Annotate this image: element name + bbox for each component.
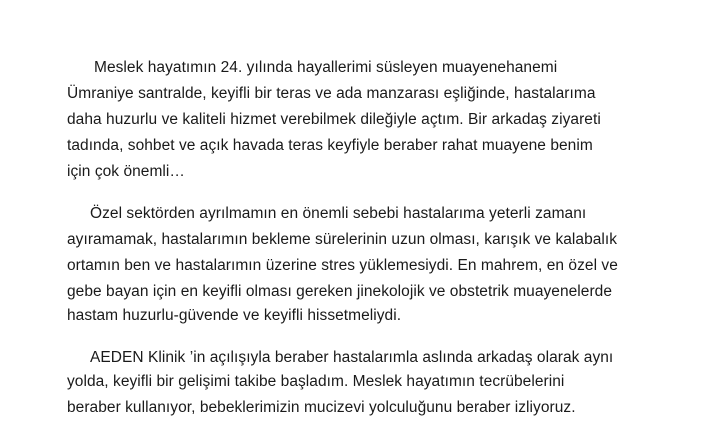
- paragraph-1-line-3: daha huzurlu ve kaliteli hizmet verebilmek dileğiyle açtım. Bir arkadaş ziyareti: [67, 111, 601, 128]
- paragraph-3-line-2: yolda, keyifli bir gelişimi takibe başladım. Meslek hayatımın tecrübelerini: [67, 373, 565, 390]
- paragraph-1-line-2: Ümraniye santralde, keyifli bir teras ve ada manzarası eşliğinde, hastalarıma: [67, 85, 596, 102]
- paragraph-2-line-4: gebe bayan için en keyifli olması gereken jinekolojik ve obstetrik muayenelerde: [67, 283, 613, 300]
- paragraph-3-line-1: AEDEN Klinik ’in açılışıyla beraber hastalarımla aslında arkadaş olarak aynı: [90, 349, 614, 366]
- paragraph-1-line-5: için çok önemli…: [67, 163, 185, 180]
- paragraph-1-line-1: Meslek hayatımın 24. yılında hayallerimi süsleyen muayenehanemi: [94, 59, 558, 76]
- paragraph-2-line-1: Özel sektörden ayrılmamın en önemli sebebi hastalarıma yeterli zamanı: [90, 205, 587, 222]
- paragraph-1-line-4: tadında, sohbet ve açık havada teras keyfiyle beraber rahat muayene benim: [67, 137, 593, 154]
- paragraph-2-line-3: ortamın ben ve hastalarımın üzerine stres yüklemesiydi. En mahrem, en özel ve: [67, 257, 618, 274]
- paragraph-2-line-5: hastam huzurlu-güvende ve keyifli hissetmeliydi.: [67, 307, 402, 324]
- paragraph-3-line-3: beraber kullanıyor, bebeklerimizin mucizevi yolculuğunu beraber izliyoruz.: [67, 399, 576, 416]
- paragraph-2-line-2: ayıramamak, hastalarımın bekleme sürelerinin uzun olması, karışık ve kalabalık: [67, 231, 618, 248]
